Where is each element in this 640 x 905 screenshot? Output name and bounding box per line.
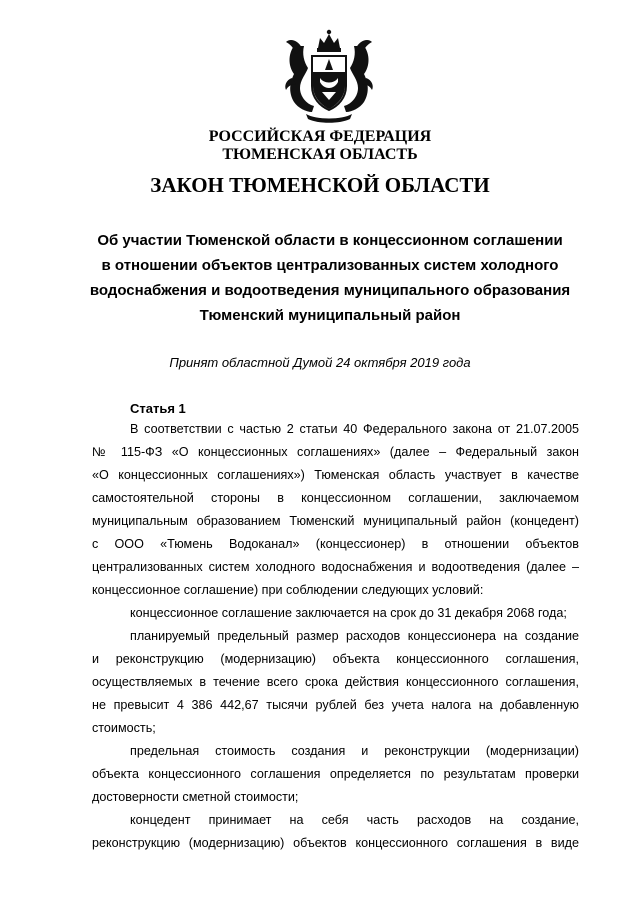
body-line: стоимость; bbox=[92, 721, 156, 735]
body-line: самостоятельной стороны в концессионном соглашении, заключаемом bbox=[92, 491, 579, 505]
body-line: и реконструкцию (модернизацию) объекта концессионного соглашения, bbox=[92, 652, 579, 666]
region-heading: ТЮМЕНСКАЯ ОБЛАСТЬ bbox=[222, 146, 418, 163]
body-line: осуществляемых в течение всего срока действия концессионного соглашения, bbox=[92, 675, 579, 689]
country-heading: РОССИЙСКАЯ ФЕДЕРАЦИЯ bbox=[208, 128, 432, 145]
body-line: централизованных систем холодного водоснабжения и водоотведения (далее – bbox=[92, 560, 579, 574]
crown-icon bbox=[317, 30, 341, 52]
law-title bbox=[80, 228, 580, 328]
body-line: концедент принимает на себя часть расходов на создание, bbox=[130, 813, 579, 827]
shield-icon bbox=[312, 56, 346, 110]
article-heading: Статья 1 bbox=[130, 401, 186, 416]
right-supporter-icon bbox=[344, 40, 373, 112]
body-line: объекта концессионного соглашения определяется по результатам проверки bbox=[92, 767, 579, 781]
body-line: реконструкцию (модернизацию) объектов концессионного соглашения в виде bbox=[92, 836, 579, 850]
body-line: «О концессионных соглашениях») Тюменская область участвует в качестве bbox=[92, 468, 579, 482]
left-supporter-icon bbox=[285, 40, 314, 112]
body-line: муниципальным образованием Тюменский муниципальный район (концедент) bbox=[92, 514, 579, 528]
law-title-line: водоснабжения и водоотведения муниципального образования bbox=[89, 282, 571, 299]
body-line: концессионное соглашение) при соблюдении следующих условий: bbox=[92, 583, 484, 597]
body-line: концессионное соглашение заключается на срок до 31 декабря 2068 года; bbox=[130, 606, 567, 620]
body-line: планируемый предельный размер расходов концессионера на создание bbox=[130, 629, 579, 643]
body-line: предельная стоимость создания и реконструкции (модернизации) bbox=[130, 744, 579, 758]
document-type-heading: ЗАКОН ТЮМЕНСКОЙ ОБЛАСТИ bbox=[150, 173, 490, 197]
body-line: с ООО «Тюмень Водоканал» (концессионер) в отношении объектов bbox=[92, 537, 579, 551]
law-title-line: Об участии Тюменской области в концессионном соглашении bbox=[97, 232, 563, 249]
coat-of-arms-emblem bbox=[280, 26, 378, 126]
law-title-line: Тюменский муниципальный район bbox=[199, 307, 461, 324]
body-line: № 115-ФЗ «О концессионных соглашениях» (далее – Федеральный закон bbox=[92, 445, 579, 459]
law-title-line: в отношении объектов централизованных систем холодного bbox=[101, 257, 559, 274]
body-line: достоверности сметной стоимости; bbox=[92, 790, 299, 804]
body-line: не превысит 4 386 442,67 тысячи рублей без учета налога на добавленную bbox=[92, 698, 579, 712]
body-line: В соответствии с частью 2 статьи 40 Федерального закона от 21.07.2005 bbox=[130, 422, 579, 436]
adoption-note: Принят областной Думой 24 октября 2019 года bbox=[169, 355, 471, 370]
